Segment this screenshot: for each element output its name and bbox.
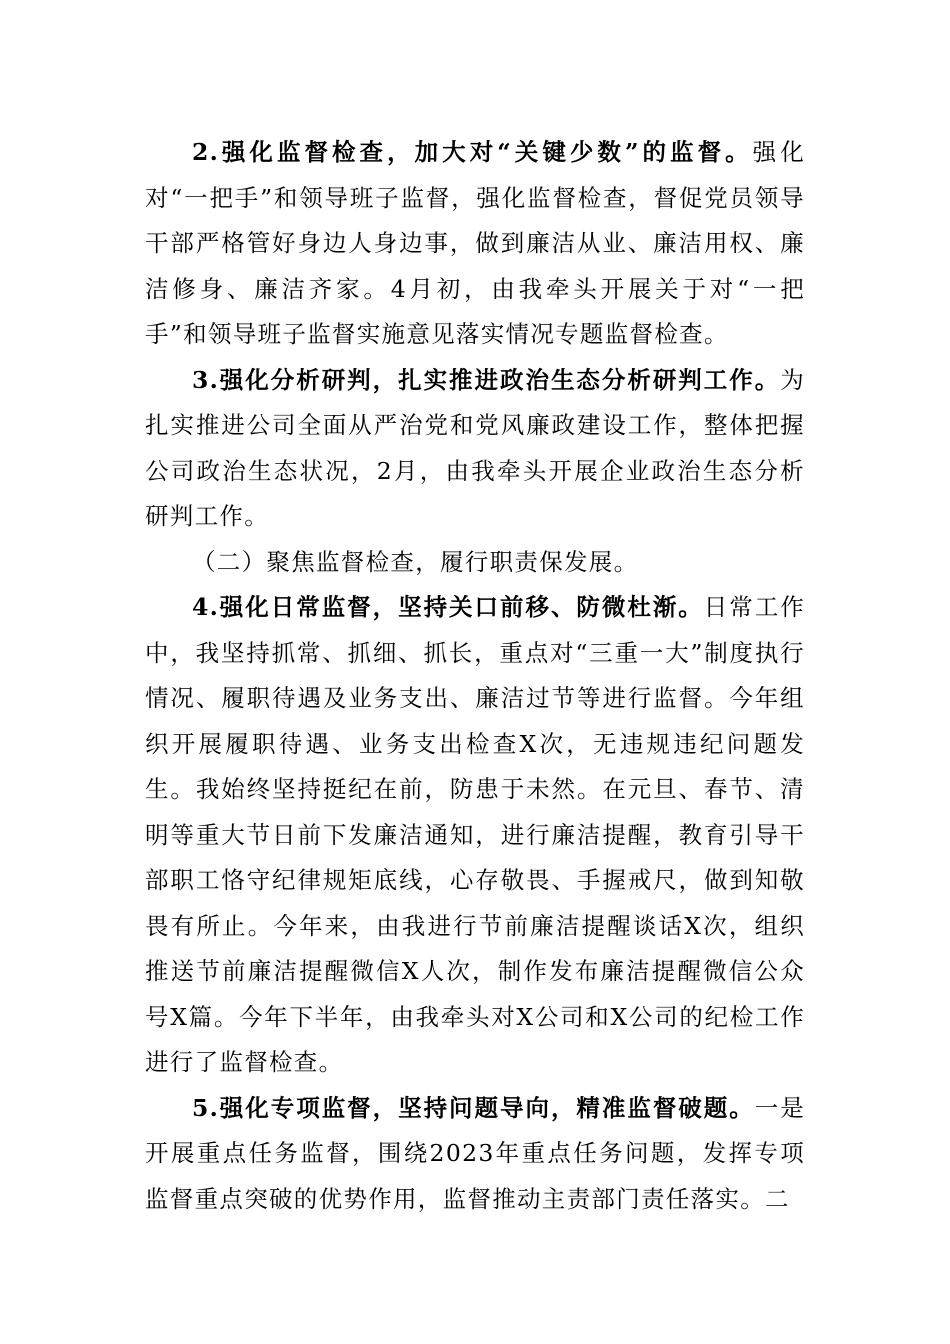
paragraph-5-title: 5.强化专项监督，坚持问题导向，精准监督破题。: [192, 1093, 755, 1122]
paragraph-4-title: 4.强化日常监督，坚持关口前移、防微杜渐。: [192, 593, 704, 621]
section-heading-2: （二）聚焦监督检查，履行职责保发展。: [192, 547, 639, 576]
paragraph-2-title: 2.强化监督检查，加大对“关键少数”的监督。: [192, 138, 753, 166]
paragraph-2: [145, 130, 805, 358]
paragraph-3-body: 为扎实推进公司全面从严治党和党风廉政建设工作，整体把握公司政治生态状况，2月，由我牵头开展企业政治生态分析研判工作。: [145, 365, 805, 530]
paragraph-5: [145, 1086, 805, 1223]
paragraph-4-body: 日常工作中，我坚持抓常、抓细、抓长，重点对“三重一大”制度执行情况、履职待遇及业务支出、廉洁过节等进行监督。今年组织开展履职待遇、业务支出检查X次，无违规违纪问题发生。我始终坚持挺纪在前，防患于未然。在元旦、春节、清明等重大节日前下发廉洁通知，进行廉洁提醒，教育引导干部职工恪守纪律规矩底线，心存敬畏、手握戒尺，做到知敬畏有所止。今年来，由我进行节前廉洁提醒谈话X次，组织推送节前廉洁提醒微信X人次，制作发布廉洁提醒微信公众号X篇。今年下半年，由我牵头对X公司和X公司的纪检工作进行了监督检查。: [145, 593, 805, 1076]
paragraph-3-title: 3.强化分析研判，扎实推进政治生态分析研判工作。: [192, 365, 781, 394]
paragraph-2-body: 强化对“一把手”和领导班子监督，强化监督检查，督促党员领导干部严格管好身边人身边事，做到廉洁从业、廉洁用权、廉洁修身、廉洁齐家。4月初，由我牵头开展关于对“一把手”和领导班子监督实施意见落实情况专题监督检查。: [145, 138, 805, 348]
paragraph-3: [145, 358, 805, 540]
document-page: [145, 130, 805, 1222]
paragraph-4: [145, 585, 805, 1086]
paragraph-5-body: 一是开展重点任务监督，围绕2023年重点任务问题，发挥专项监督重点突破的优势作用，监督推动主责部门责任落实。二: [145, 1093, 805, 1213]
